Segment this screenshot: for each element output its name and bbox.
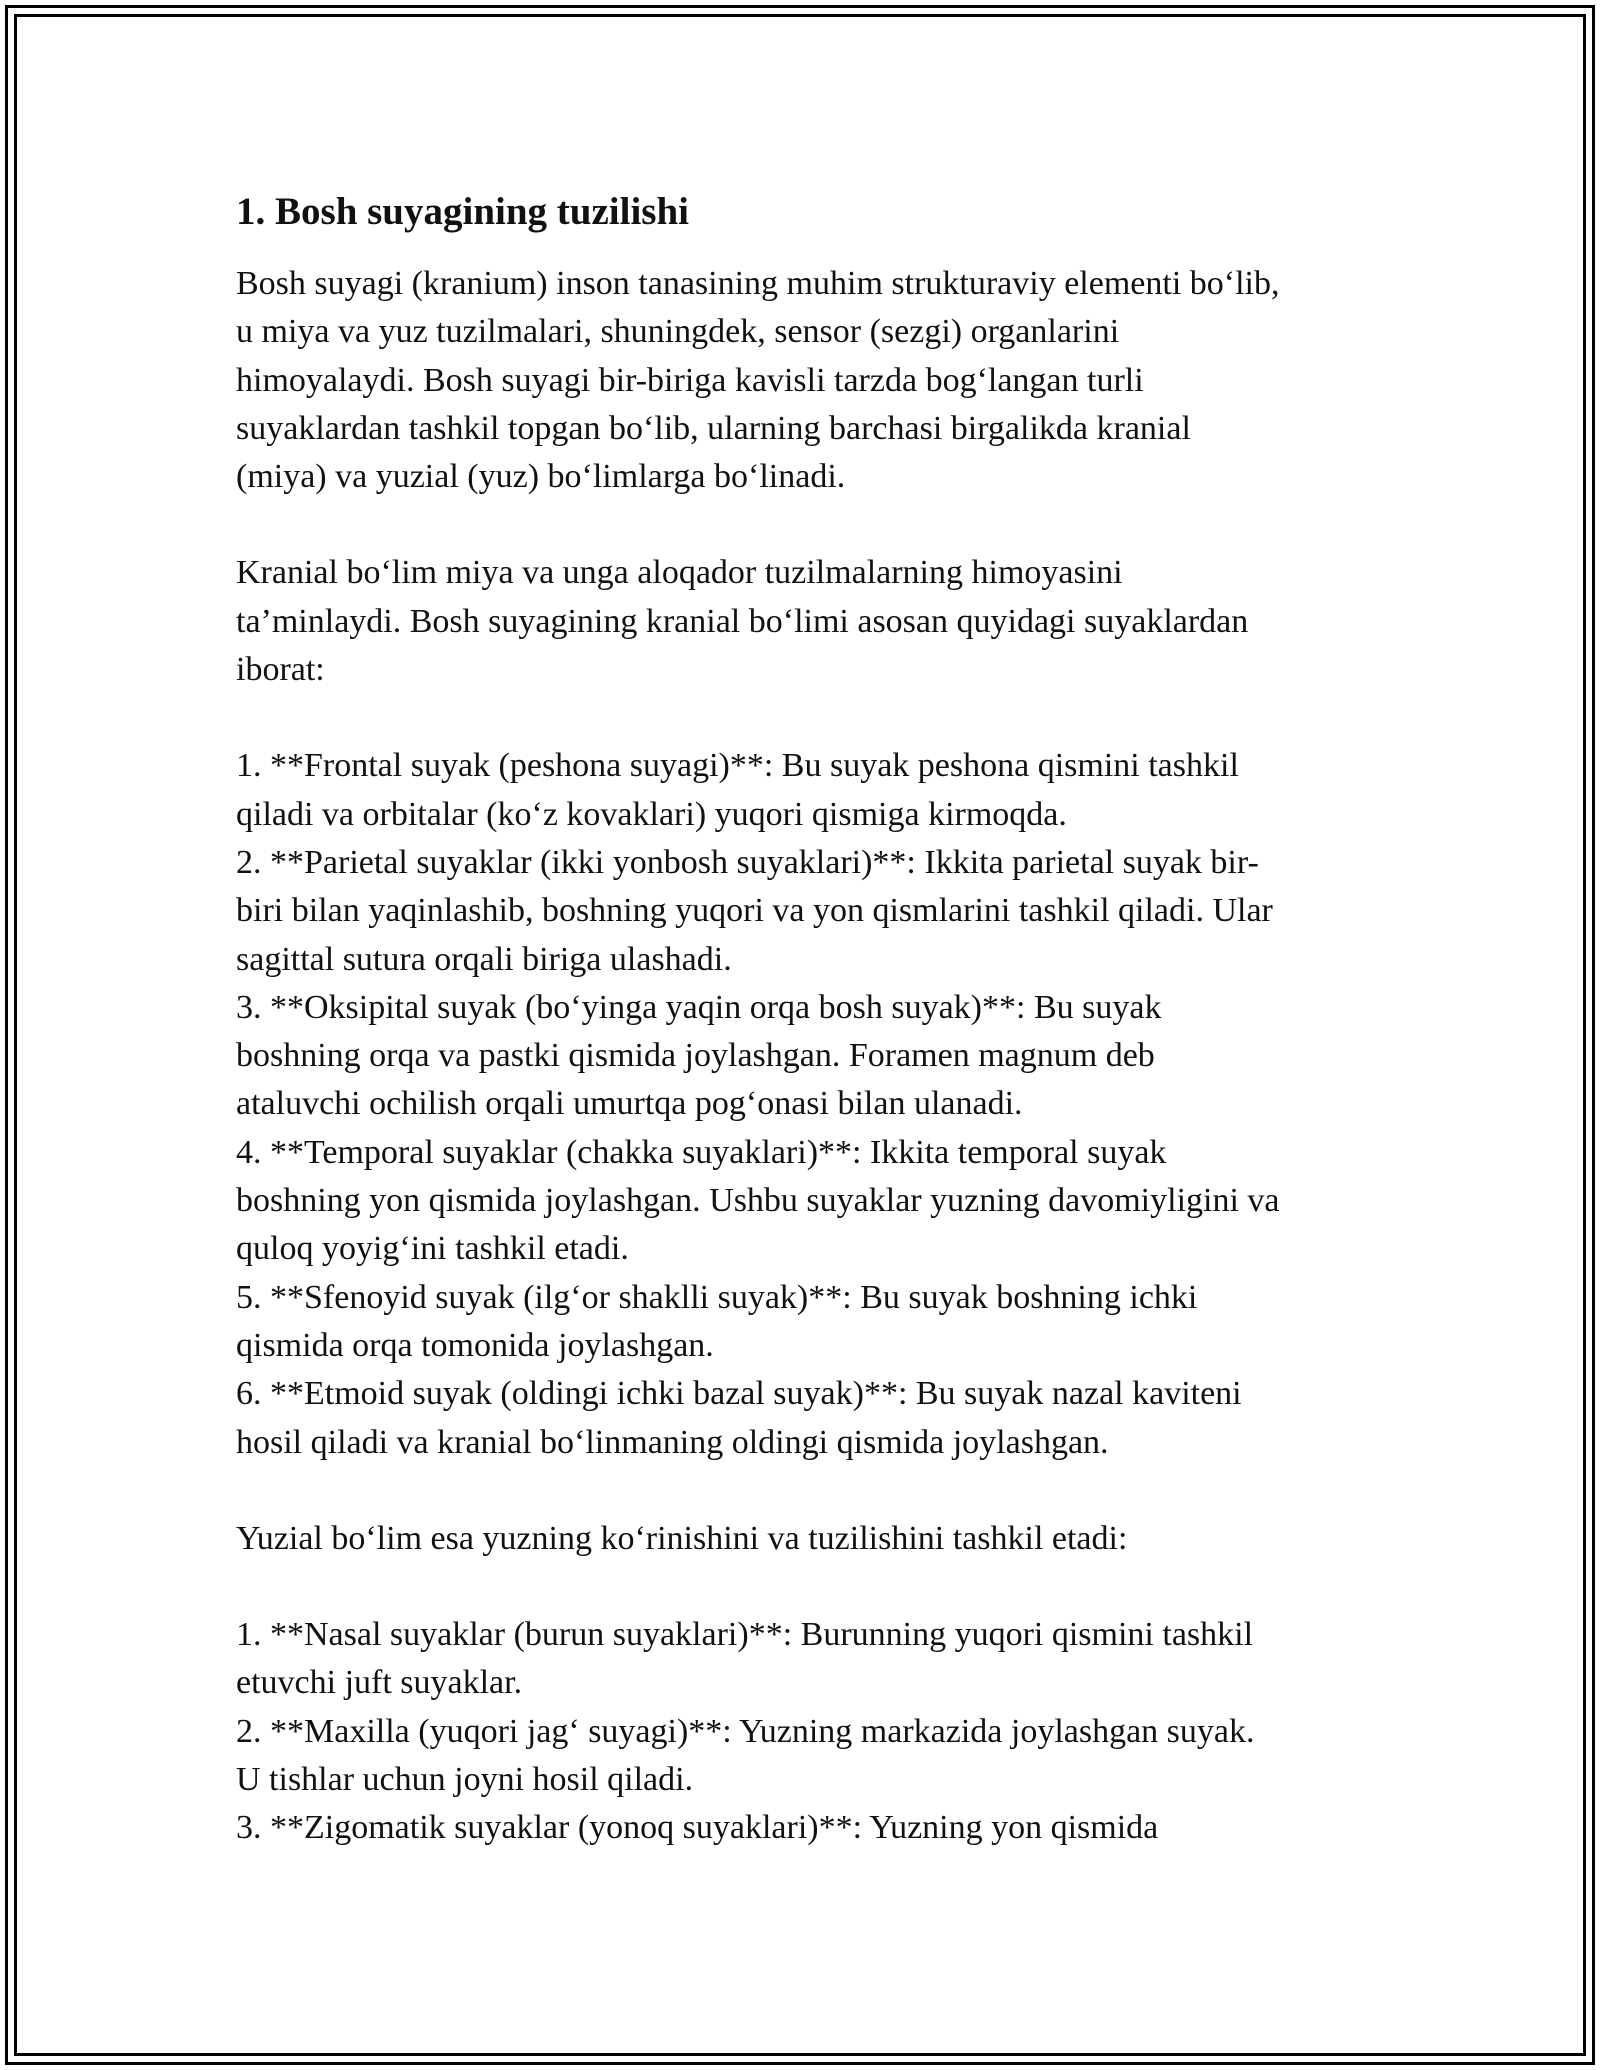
facial-intro-paragraph: Yuzial bo‘lim esa yuzning ko‘rinishini va tuzilishini tashkil etadi: (236, 1519, 1128, 1557)
cranial-intro-paragraph: Kranial bo‘lim miya va unga aloqador tuzilmalarning himoyasini ta’minlaydi. Bosh suyagining kranial bo‘limi asosan quyidagi suyaklardan iborat: (236, 554, 1249, 689)
paragraph-gap (236, 1467, 1376, 1515)
document-body (236, 188, 1376, 1853)
list-item: 4. **Temporal suyaklar (chakka suyaklari)**: Ikkita temporal suyak boshning yon qismida joylashgan. Ushbu suyaklar yuzning davomiyligini va quloq yoyig‘ini tashkil etadi. (236, 1133, 1280, 1268)
intro-paragraph: Bosh suyagi (kranium) inson tanasining muhim strukturaviy elementi bo‘lib, u miya va yuz tuzilmalari, shuningdek, sensor (sezgi) organlarini himoyalaydi. Bosh suyagi bir-biriga kavisli tarzda bog‘langan turli suyaklardan tashkil topgan bo‘lib, ularning barchasi birgalikda kranial (miya) va yuzial (yuz) bo‘limlarga bo‘linadi. (236, 265, 1280, 496)
cranial-bones-list (236, 742, 1376, 1466)
list-item: 3. **Oksipital suyak (bo‘yinga yaqin orqa bosh suyak)**: Bu suyak boshning orqa va pastki qismida joylashgan. Foramen magnum deb ataluvchi ochilish orqali umurtqa pog‘onasi bilan ulanadi. (236, 988, 1162, 1123)
facial-bones-list (236, 1611, 1376, 1852)
paragraph-gap (236, 694, 1376, 742)
section-heading: 1. Bosh suyagining tuzilishi (236, 190, 689, 233)
list-item: 2. **Maxilla (yuqori jag‘ suyagi)**: Yuzning markazida joylashgan suyak. U tishlar uchun joyni hosil qiladi. (236, 1712, 1255, 1799)
list-item: 5. **Sfenoyid suyak (ilg‘or shaklli suyak)**: Bu suyak boshning ichki qismida orqa tomonida joylashgan. (236, 1278, 1198, 1364)
list-item: 3. **Zigomatik suyaklar (yonoq suyaklari)**: Yuzning yon qismida (236, 1809, 1159, 1847)
list-item: 2. **Parietal suyaklar (ikki yonbosh suyaklari)**: Ikkita parietal suyak bir- biri bilan yaqinlashib, boshning yuqori va yon qismlarini tashkil qiladi. Ular sagittal sutura orqali biriga ulashadi. (236, 843, 1273, 978)
paragraph-gap (236, 1563, 1376, 1611)
paragraph-gap (236, 501, 1376, 549)
list-item: 1. **Nasal suyaklar (burun suyaklari)**: Burunning yuqori qismini tashkil etuvchi juft suyaklar. (236, 1616, 1254, 1702)
list-item: 1. **Frontal suyak (peshona suyagi)**: Bu suyak peshona qismini tashkil qiladi va orbitalar (ko‘z kovaklari) yuqori qismiga kirmoqda. (236, 747, 1239, 833)
list-item: 6. **Etmoid suyak (oldingi ichki bazal suyak)**: Bu suyak nazal kaviteni hosil qiladi va kranial bo‘linmaning oldingi qismida joylashgan. (236, 1375, 1242, 1461)
